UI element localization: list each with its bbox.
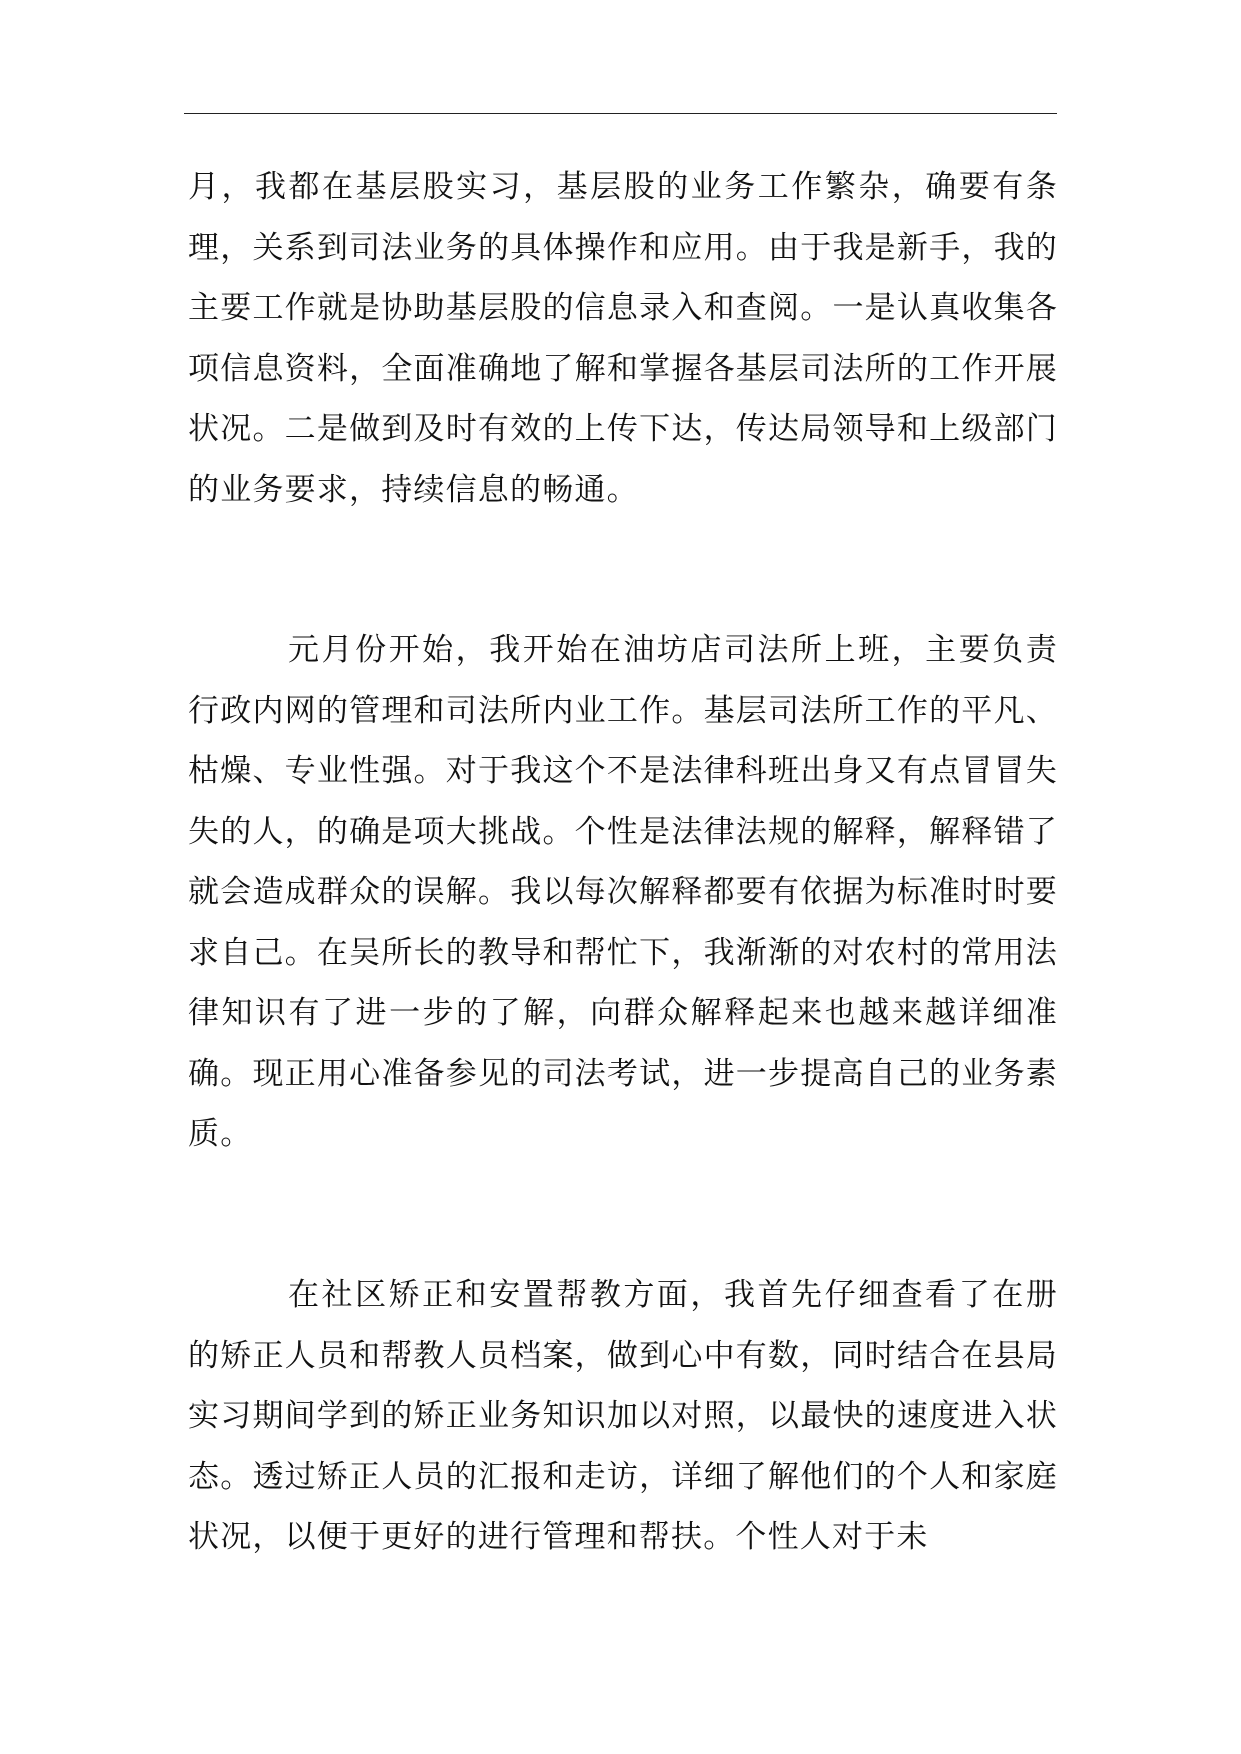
paragraph-continuation: 月，我都在基层股实习，基层股的业务工作繁杂，确要有条理，关系到司法业务的具体操作和应用。由于我是新手，我的主要工作就是协助基层股的信息录入和查阅。一是认真收集各项信息资料，全面准确地了解和掌握各基层司法所的工作开展状况。二是做到及时有效的上传下达，传达局领导和上级部门的业务要求，持续信息的畅通。 [188,169,1058,508]
paragraph-community-correction: 在社区矫正和安置帮教方面，我首先仔细查看了在册的矫正人员和帮教人员档案，做到心中有数，同时结合在县局实习期间学到的矫正业务知识加以对照，以最快的速度进入状态。透过矫正人员的汇报和走访，详细了解他们的个人和家庭状况，以便于更好的进行管理和帮扶。个性人对于未 [188,1277,1058,1555]
header-rule [184,113,1057,114]
paragraph-youfangdian-office: 元月份开始，我开始在油坊店司法所上班，主要负责行政内网的管理和司法所内业工作。基层司法所工作的平凡、枯燥、专业性强。对于我这个不是法律科班出身又有点冒冒失失的人，的确是项大挑战。个性是法律法规的解释，解释错了就会造成群众的误解。我以每次解释都要有依据为标准时时要求自己。在吴所长的教导和帮忙下，我渐渐的对农村的常用法律知识有了进一步的了解，向群众解释起来也越来越详细准确。现正用心准备参见的司法考试，进一步提高自己的业务素质。 [188,632,1058,1152]
